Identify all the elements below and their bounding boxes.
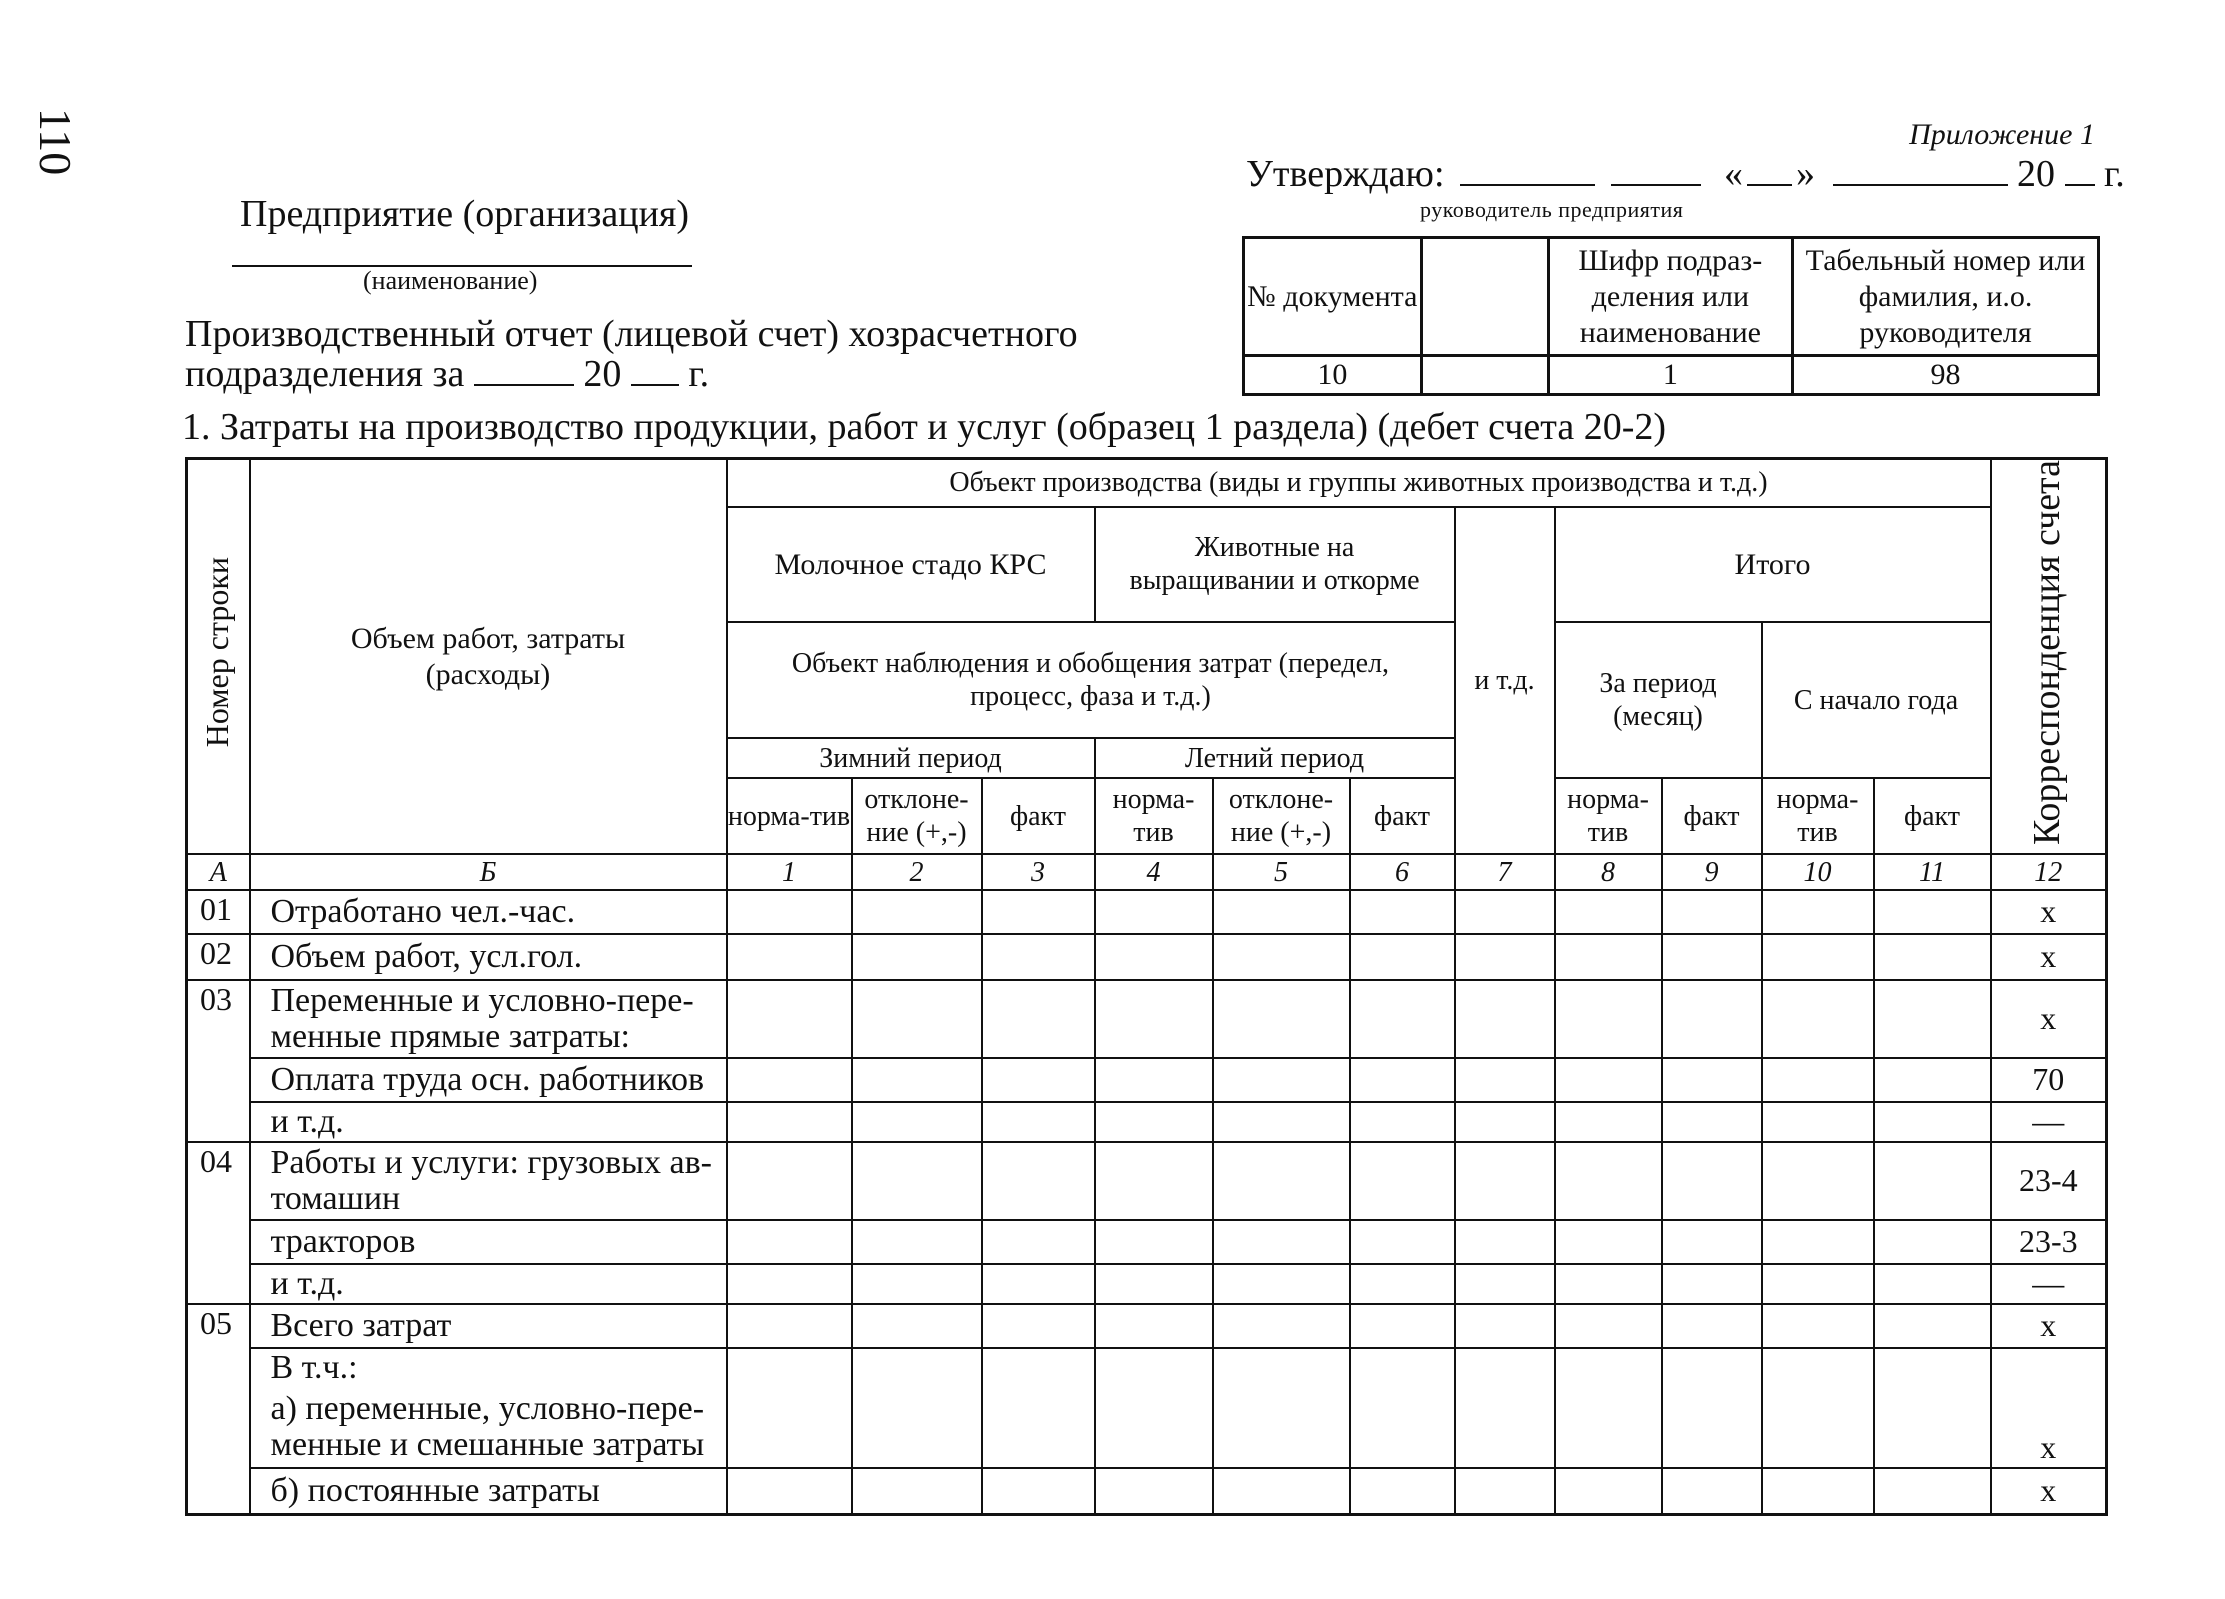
value-cell: [1095, 1264, 1213, 1304]
value-cell: [1874, 980, 1991, 1058]
doc-number-header: № документа: [1244, 238, 1422, 356]
report-year: 20: [583, 353, 622, 395]
value-cell: [1762, 1058, 1874, 1102]
correspondence-cell: х: [1991, 934, 2107, 980]
value-cell: [1455, 1102, 1555, 1142]
table-row: [187, 1264, 2107, 1304]
value-cell: [1350, 1142, 1455, 1220]
table-row: [187, 934, 2107, 980]
value-cell: [727, 1304, 852, 1348]
approve-year-suffix: г.: [2104, 153, 2125, 195]
value-cell: [1350, 934, 1455, 980]
value-cell: [1095, 1058, 1213, 1102]
since-year-start-header: С начало года: [1762, 622, 1991, 778]
value-cell: [1213, 1142, 1350, 1220]
report-title-line1: Производственный отчет (лицевой счет) хозрасчетного: [185, 313, 1078, 355]
approve-sub-label: руководитель предприятия: [1420, 197, 1684, 222]
value-cell: [1874, 1220, 1991, 1264]
row-number-cell: [187, 1264, 250, 1304]
value-cell: [1662, 1220, 1762, 1264]
row-label-cell: В т.ч.:: [250, 1348, 727, 1386]
value-cell: [982, 1468, 1095, 1514]
table-row: [187, 1142, 2107, 1220]
row-label-cell: Оплата труда осн. работников: [250, 1058, 727, 1102]
value-cell: [1455, 1348, 1555, 1386]
value-cell: [982, 934, 1095, 980]
value-cell: [852, 1102, 982, 1142]
observation-object-header: Объект наблюдения и обобщения затрат (передел, процесс, фаза и т.д.): [727, 622, 1455, 738]
value-cell: [852, 1058, 982, 1102]
row-label-cell: и т.д.: [250, 1264, 727, 1304]
value-cell: [982, 1220, 1095, 1264]
division-code-value: 1: [1548, 356, 1792, 395]
value-cell: [1095, 980, 1213, 1058]
approve-name-blank: [1611, 154, 1701, 186]
row-number-cell: [187, 1058, 250, 1102]
value-cell: [1213, 890, 1350, 934]
page-number: 110: [30, 108, 81, 176]
table-row: [187, 1102, 2107, 1142]
value-cell: [1350, 1264, 1455, 1304]
value-cell: [982, 980, 1095, 1058]
appendix-label: Приложение 1: [1909, 118, 2095, 151]
value-cell: [982, 890, 1095, 934]
value-cell: [1455, 1058, 1555, 1102]
value-cell: [852, 1142, 982, 1220]
correspondence-header: Корреспонденция счета: [1991, 459, 2107, 855]
doc-blank-header: [1421, 238, 1548, 356]
value-cell: [1874, 1348, 1991, 1386]
value-cell: [1555, 1142, 1662, 1220]
value-cell: [1455, 980, 1555, 1058]
value-cell: [1095, 890, 1213, 934]
index-cell: 3: [982, 854, 1095, 890]
value-cell: [1555, 1348, 1662, 1386]
value-cell: [1762, 1304, 1874, 1348]
value-cell: [1662, 1348, 1762, 1386]
value-cell: [1350, 980, 1455, 1058]
report-period-prefix: подразделения за: [185, 353, 465, 395]
value-cell: [852, 980, 982, 1058]
row-label-cell: а) переменные, условно-пере-менные и смешанные затраты: [250, 1386, 727, 1468]
row-number-cell: [187, 1386, 250, 1468]
row-label-cell: Объем работ, усл.гол.: [250, 934, 727, 980]
row-number-cell: 03: [187, 980, 250, 1058]
value-cell: [852, 1386, 982, 1468]
index-cell: 5: [1213, 854, 1350, 890]
value-cell: [1555, 1468, 1662, 1514]
index-cell: 10: [1762, 854, 1874, 890]
value-cell: [1213, 980, 1350, 1058]
correspondence-cell: х: [1991, 1304, 2107, 1348]
value-cell: [727, 1102, 852, 1142]
value-cell: [1762, 1348, 1874, 1386]
index-cell: 6: [1350, 854, 1455, 890]
value-cell: [1455, 1468, 1555, 1514]
value-cell: [1874, 1102, 1991, 1142]
value-cell: [1662, 1058, 1762, 1102]
value-cell: [1762, 1468, 1874, 1514]
value-cell: [1213, 1220, 1350, 1264]
manager-id-header: Табельный номер или фамилия, и.о. руководителя: [1793, 238, 2099, 356]
value-cell: [1874, 1304, 1991, 1348]
approve-day-blank: [1747, 154, 1792, 186]
value-cell: [1874, 890, 1991, 934]
row-label-cell: б) постоянные затраты: [250, 1468, 727, 1514]
value-cell: [1874, 934, 1991, 980]
value-cell: [1455, 1220, 1555, 1264]
winter-norm-header: норма-тив: [727, 778, 852, 854]
organization-sub-label: (наименование): [363, 266, 538, 295]
value-cell: [1455, 1264, 1555, 1304]
row-number-cell: [187, 1102, 250, 1142]
approve-year-blank: [2065, 154, 2095, 186]
index-cell: 7: [1455, 854, 1555, 890]
value-cell: [727, 890, 852, 934]
value-cell: [852, 1348, 982, 1386]
index-cell: 12: [1991, 854, 2107, 890]
row-number-cell: 02: [187, 934, 250, 980]
animals-growing-header: Животные на выращивании и откорме: [1095, 507, 1455, 623]
value-cell: [1662, 1468, 1762, 1514]
value-cell: [1662, 934, 1762, 980]
value-cell: [727, 1264, 852, 1304]
correspondence-cell: [1991, 1348, 2107, 1386]
summer-fact-header: факт: [1350, 778, 1455, 854]
value-cell: [1762, 1264, 1874, 1304]
value-cell: [1662, 1102, 1762, 1142]
value-cell: [1213, 1058, 1350, 1102]
correspondence-cell: —: [1991, 1264, 2107, 1304]
section-title: 1. Затраты на производство продукции, работ и услуг (образец 1 раздела) (дебет счета 20-2): [182, 406, 1667, 448]
row-number-cell: 04: [187, 1142, 250, 1220]
for-period-header: За период (месяц): [1555, 622, 1762, 778]
value-cell: [982, 1142, 1095, 1220]
row-number-cell: [187, 1220, 250, 1264]
value-cell: [1762, 1386, 1874, 1468]
index-cell: 11: [1874, 854, 1991, 890]
value-cell: [1350, 890, 1455, 934]
row-number-header: Номер строки: [187, 459, 250, 855]
doc-number-value: 10: [1244, 356, 1422, 395]
value-cell: [1350, 1386, 1455, 1468]
value-cell: [727, 1386, 852, 1468]
production-object-header: Объект производства (виды и группы животных производства и т.д.): [727, 459, 1991, 507]
value-cell: [1555, 1220, 1662, 1264]
period-norm-header: норма-тив: [1555, 778, 1662, 854]
value-cell: [1350, 1058, 1455, 1102]
value-cell: [1762, 980, 1874, 1058]
value-cell: [1762, 1220, 1874, 1264]
correspondence-cell: 23-3: [1991, 1220, 2107, 1264]
value-cell: [1350, 1304, 1455, 1348]
document-info-table: [1242, 236, 2100, 396]
row-label-cell: Работы и услуги: грузовых ав-томашин: [250, 1142, 727, 1220]
index-cell: Б: [250, 854, 727, 890]
index-cell: 9: [1662, 854, 1762, 890]
table-row: [187, 1220, 2107, 1264]
year-fact-header: факт: [1874, 778, 1991, 854]
value-cell: [852, 934, 982, 980]
approve-month-blank: [1833, 154, 2008, 186]
total-header: Итого: [1555, 507, 1991, 623]
row-label-cell: Переменные и условно-пере-менные прямые затраты:: [250, 980, 727, 1058]
approve-signature-blank: [1460, 154, 1595, 186]
index-row: [187, 854, 2107, 890]
value-cell: [852, 1468, 982, 1514]
winter-deviation-header: отклоне-ние (+,-): [852, 778, 982, 854]
value-cell: [1555, 1264, 1662, 1304]
value-cell: [727, 1348, 852, 1386]
row-number-cell: 05: [187, 1304, 250, 1348]
value-cell: [852, 890, 982, 934]
volume-header: Объем работ, затраты (расходы): [250, 459, 727, 855]
value-cell: [1662, 980, 1762, 1058]
value-cell: [1555, 1304, 1662, 1348]
value-cell: [1455, 1304, 1555, 1348]
report-year-suffix: г.: [688, 353, 710, 395]
report-title-line2: [185, 352, 709, 396]
table-row: [187, 1386, 2107, 1468]
table-row: [187, 1468, 2107, 1514]
value-cell: [1213, 1304, 1350, 1348]
value-cell: [1095, 1468, 1213, 1514]
value-cell: [1213, 934, 1350, 980]
value-cell: [982, 1058, 1095, 1102]
value-cell: [1555, 1058, 1662, 1102]
value-cell: [1555, 980, 1662, 1058]
row-number-cell: 01: [187, 890, 250, 934]
value-cell: [1350, 1220, 1455, 1264]
value-cell: [727, 1220, 852, 1264]
value-cell: [1555, 934, 1662, 980]
value-cell: [1555, 1386, 1662, 1468]
report-year-blank: [631, 356, 679, 386]
value-cell: [1095, 1142, 1213, 1220]
value-cell: [1213, 1348, 1350, 1386]
value-cell: [1662, 1386, 1762, 1468]
correspondence-cell: 70: [1991, 1058, 2107, 1102]
value-cell: [1095, 934, 1213, 980]
correspondence-cell: х: [1991, 890, 2107, 934]
division-code-header: Шифр подраз-деления или наименование: [1548, 238, 1792, 356]
value-cell: [1762, 890, 1874, 934]
value-cell: [727, 1058, 852, 1102]
value-cell: [727, 980, 852, 1058]
index-cell: 8: [1555, 854, 1662, 890]
manager-id-value: 98: [1793, 356, 2099, 395]
value-cell: [1213, 1386, 1350, 1468]
index-cell: А: [187, 854, 250, 890]
row-number-cell: [187, 1348, 250, 1386]
approve-open-quote: «: [1724, 153, 1743, 195]
value-cell: [1874, 1264, 1991, 1304]
correspondence-cell: 23-4: [1991, 1142, 2107, 1220]
value-cell: [1455, 934, 1555, 980]
value-cell: [1762, 934, 1874, 980]
table-row: [187, 1304, 2107, 1348]
row-label-cell: и т.д.: [250, 1102, 727, 1142]
value-cell: [1455, 890, 1555, 934]
approve-line: [1246, 152, 2125, 196]
index-cell: 1: [727, 854, 852, 890]
value-cell: [1874, 1142, 1991, 1220]
value-cell: [982, 1304, 1095, 1348]
value-cell: [1874, 1386, 1991, 1468]
year-norm-header: норма-тив: [1762, 778, 1874, 854]
summer-norm-header: норма-тив: [1095, 778, 1213, 854]
value-cell: [1555, 890, 1662, 934]
value-cell: [727, 1468, 852, 1514]
value-cell: [1095, 1102, 1213, 1142]
value-cell: [1213, 1264, 1350, 1304]
value-cell: [1213, 1468, 1350, 1514]
value-cell: [1874, 1058, 1991, 1102]
value-cell: [1662, 1142, 1762, 1220]
winter-header: Зимний период: [727, 738, 1095, 778]
value-cell: [1455, 1386, 1555, 1468]
correspondence-cell: х: [1991, 1468, 2107, 1514]
row-number-cell: [187, 1468, 250, 1514]
organization-title: Предприятие (организация): [240, 193, 690, 235]
value-cell: [852, 1264, 982, 1304]
value-cell: [1762, 1102, 1874, 1142]
value-cell: [1350, 1102, 1455, 1142]
table-row: [187, 1348, 2107, 1386]
value-cell: [852, 1220, 982, 1264]
winter-fact-header: факт: [982, 778, 1095, 854]
value-cell: [1350, 1468, 1455, 1514]
correspondence-cell: х: [1991, 1386, 2107, 1468]
value-cell: [1213, 1102, 1350, 1142]
costs-table: [185, 457, 2108, 1516]
summer-header: Летний период: [1095, 738, 1455, 778]
value-cell: [1095, 1304, 1213, 1348]
dairy-herd-header: Молочное стадо КРС: [727, 507, 1095, 623]
value-cell: [1455, 1142, 1555, 1220]
correspondence-cell: х: [1991, 980, 2107, 1058]
value-cell: [1095, 1348, 1213, 1386]
value-cell: [727, 934, 852, 980]
etc-col-header: и т.д.: [1455, 507, 1555, 855]
table-row: [187, 1058, 2107, 1102]
value-cell: [1662, 890, 1762, 934]
approve-close-quote: »: [1796, 153, 1815, 195]
value-cell: [1350, 1348, 1455, 1386]
correspondence-cell: —: [1991, 1102, 2107, 1142]
approve-year-prefix: 20: [2017, 153, 2055, 195]
value-cell: [982, 1386, 1095, 1468]
value-cell: [982, 1348, 1095, 1386]
row-label-cell: Всего затрат: [250, 1304, 727, 1348]
row-label-cell: Отработано чел.-час.: [250, 890, 727, 934]
value-cell: [1662, 1304, 1762, 1348]
value-cell: [1555, 1102, 1662, 1142]
period-fact-header: факт: [1662, 778, 1762, 854]
index-cell: 2: [852, 854, 982, 890]
doc-blank-value: [1421, 356, 1548, 395]
summer-deviation-header: отклоне-ние (+,-): [1213, 778, 1350, 854]
value-cell: [1095, 1220, 1213, 1264]
value-cell: [1762, 1142, 1874, 1220]
value-cell: [852, 1304, 982, 1348]
value-cell: [982, 1102, 1095, 1142]
value-cell: [727, 1142, 852, 1220]
value-cell: [982, 1264, 1095, 1304]
table-row: [187, 890, 2107, 934]
approve-label: Утверждаю:: [1246, 153, 1445, 195]
table-row: [187, 980, 2107, 1058]
index-cell: 4: [1095, 854, 1213, 890]
row-label-cell: тракторов: [250, 1220, 727, 1264]
value-cell: [1095, 1386, 1213, 1468]
value-cell: [1662, 1264, 1762, 1304]
report-period-blank: [474, 356, 574, 386]
value-cell: [1874, 1468, 1991, 1514]
